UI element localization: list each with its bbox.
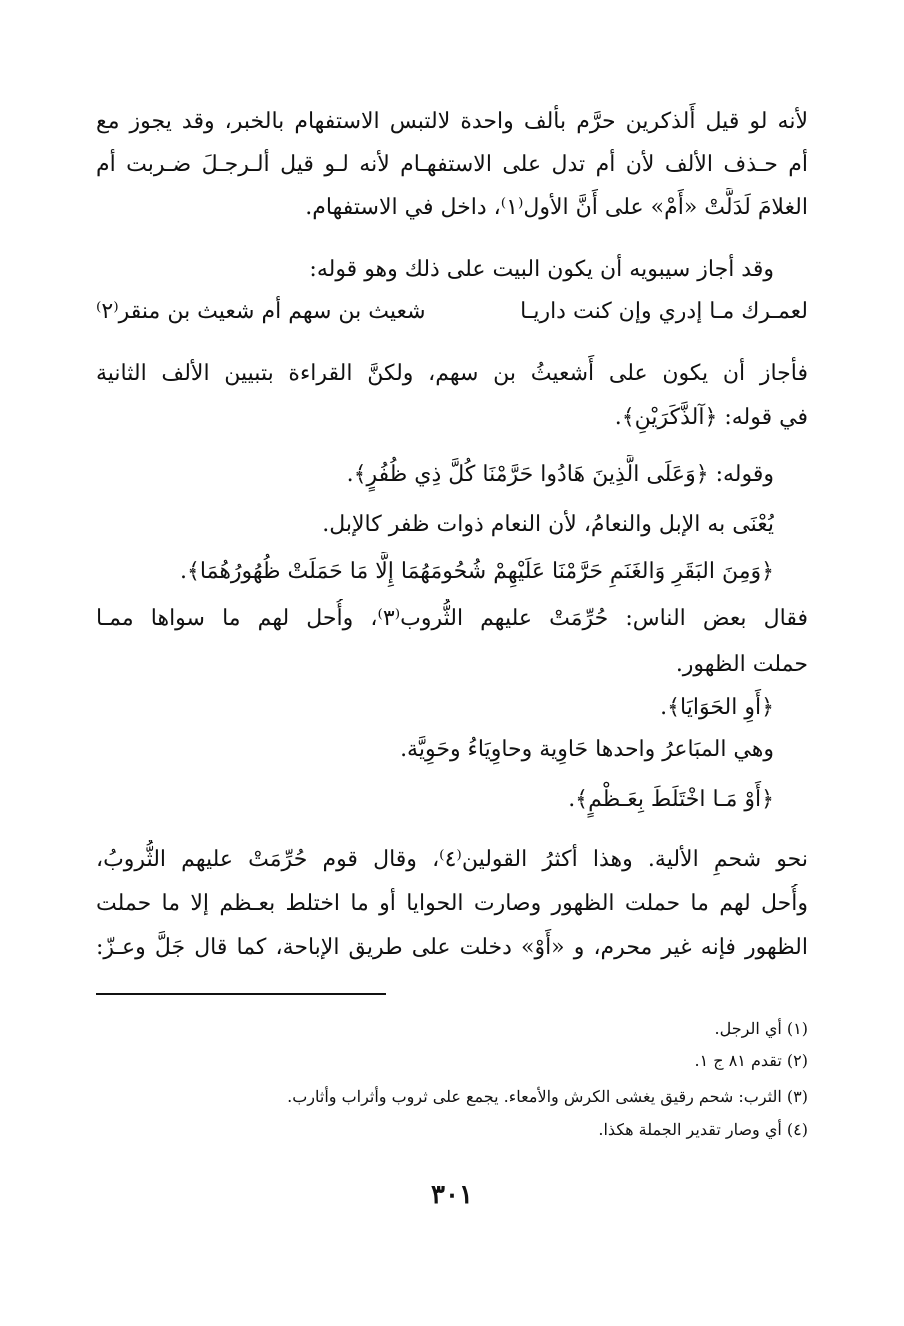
verse-second-hemistich: شعيث بن سهم أم شعيث بن منقر⁽٢⁾ [96, 299, 426, 324]
body-line-3: الغلامَ لَدَلَّتْ «أَمْ» على أَنَّ الأول⁽١⁾، داخل في الاستفهام. [305, 195, 808, 220]
footnote-1: (١) أي الرجل. [714, 1019, 808, 1038]
body-line-4: وقد أجاز سيبويه أن يكون البيت على ذلك وهو قوله: [309, 257, 774, 282]
body-line-6: في قوله: ﴿آلذَّكَرَيْنِ﴾. [614, 405, 808, 430]
poetry-verse [96, 292, 808, 332]
quran-line-2: ﴿وَمِنَ البَقَرِ وَالغَنَمِ حَرَّمْنَا عَلَيْهِمْ شُحُومَهُمَا إِلَّا مَا حَمَلَتْ ظُهُورُهُمَا﴾. [180, 559, 774, 584]
body-line-2: أم حـذف الألف لأن أم تدل على الاستفهـام لأنه لـو قيل ألـرجـلَ ضـربت أم [96, 152, 808, 177]
quran-line-4: ﴿أَوْ مَـا اخْتَلَطَ بِعَـظْمٍ﴾. [568, 787, 774, 812]
quran-line-3: ﴿أَوِ الحَوَايَا﴾. [660, 695, 774, 720]
body-line-11: نحو شحمِ الألية. وهذا أكثرُ القولين⁽٤⁾، وقال قوم حُرِّمَتْ عليهم الثُّروبُ، [96, 847, 808, 872]
footnote-3: (٣) الثرب: شحم رقيق يغشى الكرش والأمعاء. يجمع على ثروب وأثراب وأثارب. [287, 1087, 808, 1106]
body-line-10: وهي المبَاعرُ واحدها حَاوِية وحاوِيَاءُ وحَوِيَّة. [400, 737, 774, 762]
footnote-separator [96, 993, 386, 995]
footnote-2: (٢) تقدم ٨١ ج ١. [694, 1051, 808, 1070]
body-line-5: فأجاز أن يكون على أَشعيثُ بن سهم، ولكنَّ القراءة بتبيين الألف الثانية [96, 361, 808, 386]
body-line-1: لأنه لو قيل أَلذكرين حرَّم بألف واحدة لالتبس الاستفهام بالخبر، وقد يجوز مع [96, 109, 808, 134]
body-line-9: حملت الظهور. [675, 652, 808, 677]
body-line-13: الظهور فإنه غير محرم، و «أَوْ» دخلت على طريق الإباحة، كما قال جَلَّ وعـزّ: [96, 935, 808, 960]
body-line-7: يُعْنَى به الإبل والنعامُ، لأن النعام ذوات ظفر كالإبل. [322, 512, 774, 537]
footnote-4: (٤) أي وصار تقدير الجملة هكذا. [598, 1120, 808, 1139]
verse-first-hemistich: لعمـرك مـا إدري وإن كنت داريـا [520, 299, 808, 324]
body-line-12: وأُحل لهم ما حملت الظهور وصارت الحوايا أو ما اختلط بعـظم إلا ما حملت [96, 891, 808, 916]
page-number: ٣٠١ [431, 1180, 473, 1210]
body-line-8: فقال بعض الناس: حُرِّمَتْ عليهم الثُّروب⁽٣⁾، وأُحل لهم ما سواها ممـا [96, 606, 808, 631]
quran-line-1: وقوله: ﴿وَعَلَى الَّذِينَ هَادُوا حَرَّمْنَا كُلَّ ذِي ظُفُرٍ﴾. [346, 462, 774, 487]
